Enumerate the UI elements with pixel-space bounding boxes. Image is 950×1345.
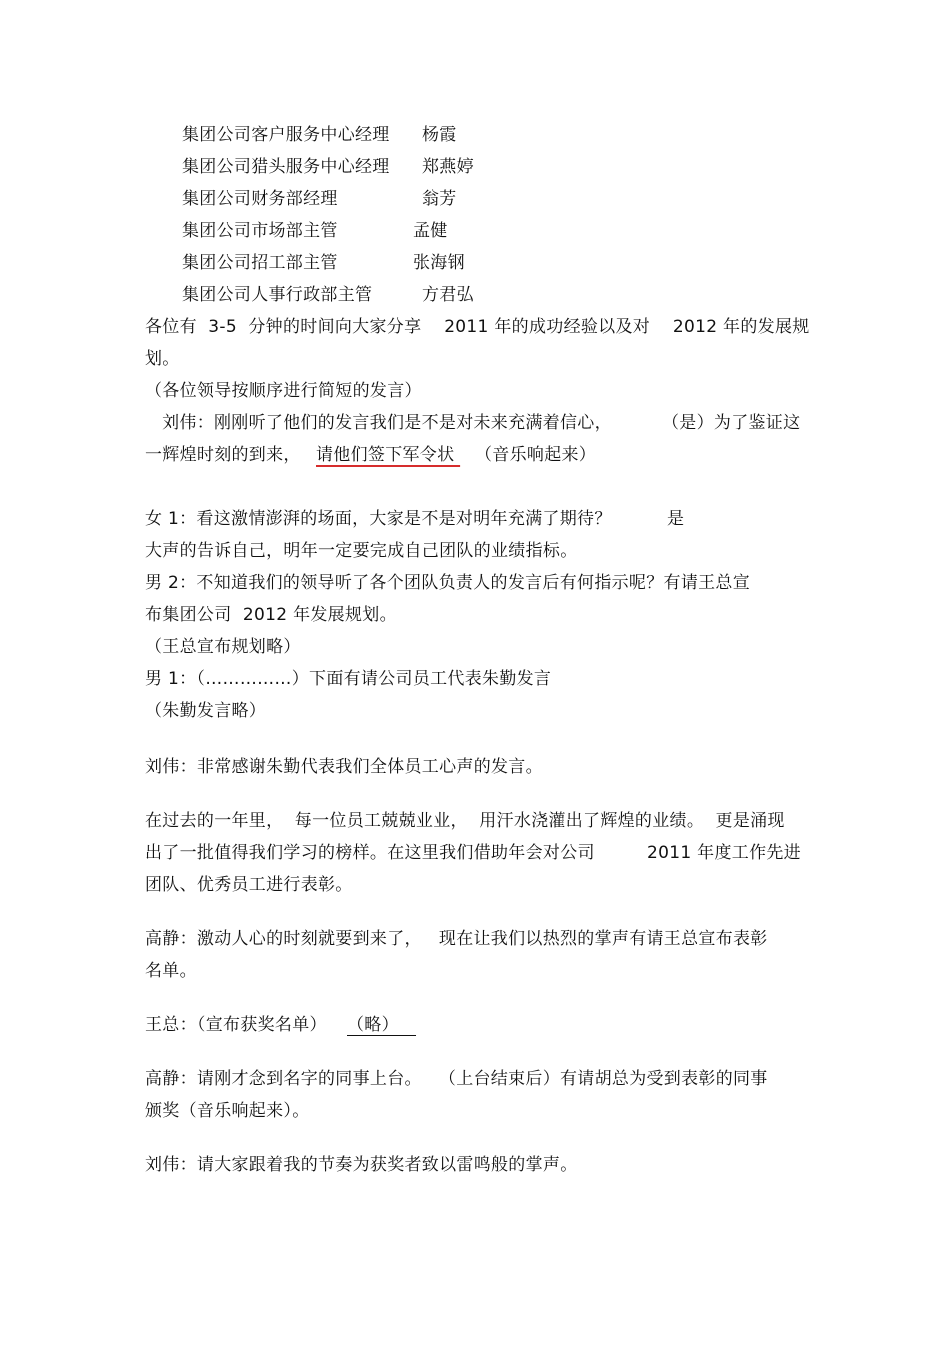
paragraph-line: 2011 年度工作先进	[647, 843, 801, 863]
dialogue-line: 男 2：不知道我们的领导听了各个团队负责人的发言后有何指示呢？有请王总宣	[145, 573, 751, 593]
staff-name: 杨霞	[422, 125, 457, 145]
paragraph-line: 在过去的一年里， 每一位员工兢兢业业， 用汗水浇灌出了辉煌的业绩。 更是涌现	[145, 811, 785, 831]
dialogue-line: 刘伟：刚刚听了他们的发言我们是不是对未来充满着信心，	[145, 413, 612, 433]
paragraph-line: 各位有 3-5 分钟的时间向大家分享 2011 年的成功经验以及对 2012 年的发展规	[145, 317, 810, 337]
paragraph-line: 划。	[145, 349, 180, 369]
staff-title: 集团公司财务部经理	[182, 189, 338, 209]
dialogue-line: 高静：激动人心的时刻就要到来了， 现在让我们以热烈的掌声有请王总宣布表彰	[145, 929, 768, 949]
stage-note: （音乐响起来）	[475, 445, 597, 465]
underlined-phrase: （略）	[347, 1015, 417, 1035]
dialogue-line: 王总：（宣布获奖名单）	[145, 1015, 327, 1035]
dialogue-line: 布集团公司 2012 年发展规划。	[145, 605, 397, 625]
staff-name: 翁芳	[422, 189, 457, 209]
dialogue-line: 一辉煌时刻的到来，	[145, 445, 301, 465]
stage-note: （各位领导按顺序进行简短的发言）	[145, 381, 422, 401]
stage-note: （朱勤发言略）	[145, 701, 267, 721]
dialogue-line: 名单。	[145, 961, 197, 981]
dialogue-line: 刘伟：请大家跟着我的节奏为获奖者致以雷鸣般的掌声。	[145, 1155, 578, 1175]
dialogue-line: 女 1：看这激情澎湃的场面，大家是不是对明年充满了期待？	[145, 509, 612, 529]
dialogue-line: （是）为了鉴证这	[662, 413, 801, 433]
staff-name: 孟健	[413, 221, 448, 241]
staff-name: 方君弘	[422, 285, 474, 305]
dialogue-line: 大声的告诉自己，明年一定要完成自己团队的业绩指标。	[145, 541, 578, 561]
underlined-phrase: 请他们签下军令状	[316, 445, 461, 465]
staff-name: 郑燕婷	[422, 157, 474, 177]
dialogue-line: 男 1：（……………）下面有请公司员工代表朱勤发言	[145, 669, 552, 689]
dialogue-line: 刘伟：非常感谢朱勤代表我们全体员工心声的发言。	[145, 757, 543, 777]
staff-title: 集团公司客户服务中心经理	[182, 125, 390, 145]
staff-title: 集团公司招工部主管	[182, 253, 338, 273]
staff-name: 张海钢	[413, 253, 465, 273]
stage-note: （王总宣布规划略）	[145, 637, 301, 657]
staff-title: 集团公司猎头服务中心经理	[182, 157, 390, 177]
dialogue-line: 高静：请刚才念到名字的同事上台。 （上台结束后）有请胡总为受到表彰的同事	[145, 1069, 768, 1089]
paragraph-line: 团队、优秀员工进行表彰。	[145, 875, 353, 895]
paragraph-line: 出了一批值得我们学习的榜样。在这里我们借助年会对公司	[145, 843, 595, 863]
dialogue-line: 是	[667, 509, 685, 529]
staff-title: 集团公司市场部主管	[182, 221, 338, 241]
dialogue-line: 颁奖（音乐响起来）。	[145, 1101, 310, 1121]
staff-title: 集团公司人事行政部主管	[182, 285, 373, 305]
